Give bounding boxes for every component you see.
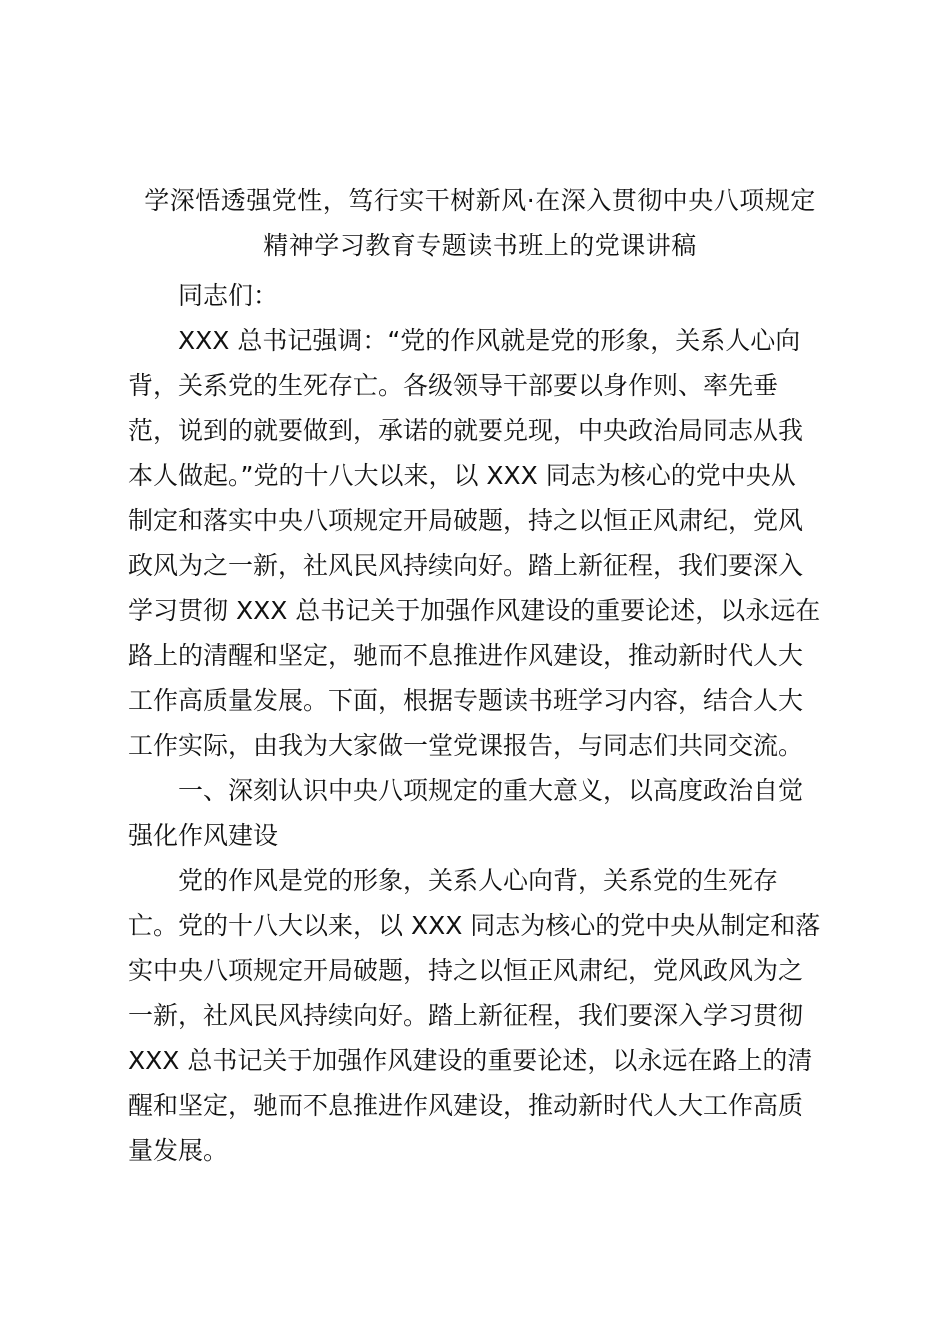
text-line: 路上的清醒和坚定，驰而不息推进作风建设，推动新时代人大 — [128, 641, 804, 670]
text-line: 一新，社风民风持续向好。踏上新征程，我们要深入学习贯彻 — [128, 1001, 804, 1030]
title-line-2: 精神学习教育专题读书班上的党课讲稿 — [263, 231, 697, 260]
section-heading-1 — [128, 768, 828, 858]
text-line: 学习贯彻 XXX 总书记关于加强作风建设的重要论述，以永远在 — [128, 596, 821, 625]
text-line: 范，说到的就要做到，承诺的就要兑现，中央政治局同志从我 — [128, 416, 804, 445]
paragraph-section-1 — [128, 858, 828, 1173]
text-line: 本人做起。”党的十八大以来，以 XXX 同志为核心的党中央从 — [128, 461, 796, 490]
text-line: 量发展。 — [128, 1136, 229, 1165]
text-line: XXX 总书记强调：“党的作风就是党的形象，关系人心向 — [178, 326, 801, 355]
text-line: 工作高质量发展。下面，根据专题读书班学习内容，结合人大 — [128, 686, 804, 715]
text-line: 制定和落实中央八项规定开局破题，持之以恒正风肃纪，党风 — [128, 506, 804, 535]
salutation: 同志们： — [178, 281, 279, 310]
text-line: 党的作风是党的形象，关系人心向背，关系党的生死存 — [178, 866, 779, 895]
text-line: 背，关系党的生死存亡。各级领导干部要以身作则、率先垂 — [128, 371, 779, 400]
text-line: 醒和坚定，驰而不息推进作风建设，推动新时代人大工作高质 — [128, 1091, 804, 1120]
text-line: 一、深刻认识中央八项规定的重大意义，以高度政治自觉 — [178, 776, 804, 805]
text-line: 工作实际，由我为大家做一堂党课报告，与同志们共同交流。 — [128, 731, 804, 760]
paragraph-intro — [128, 318, 828, 768]
title-line-1: 学深悟透强党性，笃行实干树新风·在深入贯彻中央八项规定 — [144, 186, 816, 215]
text-line: 政风为之一新，社风民风持续向好。踏上新征程，我们要深入 — [128, 551, 804, 580]
document-title — [110, 178, 850, 268]
text-line: 强化作风建设 — [128, 821, 279, 850]
document-body — [128, 273, 828, 1173]
text-line: 实中央八项规定开局破题，持之以恒正风肃纪，党风政风为之 — [128, 956, 804, 985]
text-line: 亡。党的十八大以来，以 XXX 同志为核心的党中央从制定和落 — [128, 911, 821, 940]
text-line: XXX 总书记关于加强作风建设的重要论述，以永远在路上的清 — [128, 1046, 813, 1075]
